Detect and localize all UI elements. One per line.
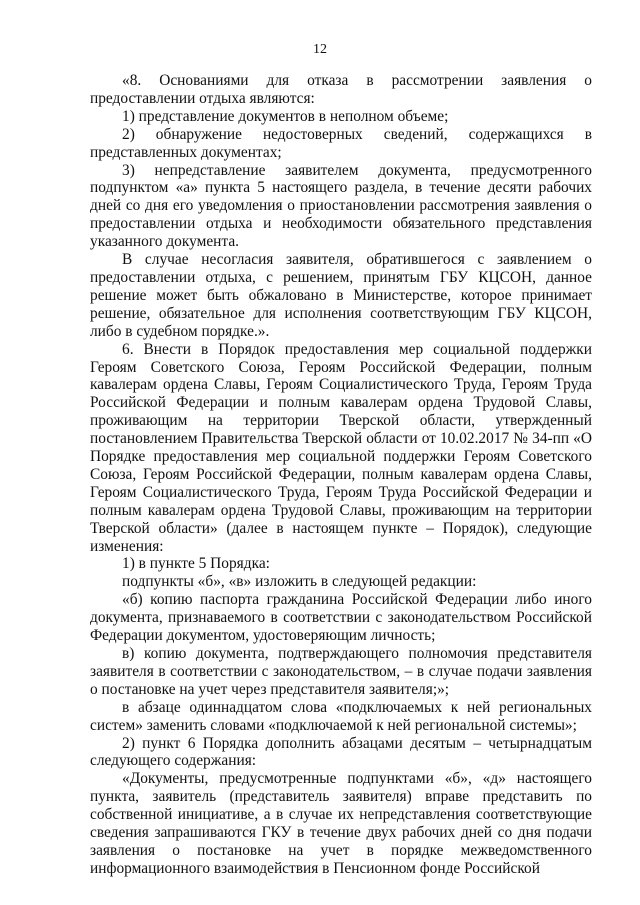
paragraph-item-3: 3) непредставление заявителем документа, предусмотренного подпунктом «а» пункта 5 настоящего раздела, в течение десяти рабочих дней со дня его уведомления о приостановлении рассмотрения заявления о предоставлении отдыха и необходимости обязательного представления указанного документа. [90,161,592,251]
paragraph-item-1: 1) представление документов в неполном объеме; [122,107,449,125]
document-body [90,72,592,878]
paragraph-appeal: В случае несогласия заявителя, обратившегося с заявлением о предоставлении отдыха, с решением, принятым ГБУ КЦСОН, данное решение может быть обжаловано в Министерстве, которое принимает решение, обязательное для исполнения соответствующим ГБУ КЦСОН, либо в судебном порядке.». [90,251,592,340]
paragraph-item-2: 2) обнаружение недостоверных сведений, содержащихся в представленных документах; [90,125,592,161]
paragraph-eleventh-abzac: в абзаце одиннадцатом слова «подключаемых к ней региональных систем» заменить словами «подключаемой к ней региональной системы»; [90,698,592,734]
paragraph-documents: «Документы, предусмотренные подпунктами «б», «д» настоящего пункта, заявитель (представитель заявителя) вправе представить по собственной инициативе, а в случае их непредставления соответствующие сведения запрашиваются ГКУ в течение двух рабочих дней со дня подачи заявления о постановке на учет в порядке межведомственного информационного взаимодействия в Пенсионном фонде Российской [90,770,592,877]
paragraph-subitem-1: 1) в пункте 5 Порядка: [122,555,270,573]
paragraph-subpoints-edit: подпункты «б», «в» изложить в следующей редакции: [122,573,477,591]
paragraph-subpoint-b: «б) копию паспорта гражданина Российской Федерации либо иного документа, признаваемого в соответствии с законодательством Российской Федерации документом, удостоверяющим личность; [90,591,592,645]
page-number: 12 [313,42,327,57]
paragraph-subpoint-v: в) копию документа, подтверждающего полномочия представителя заявителя в соответствии с законодательством, – в случае подачи заявления о постановке на учет через представителя заявителя;»; [90,645,592,698]
paragraph-subitem-2: 2) пункт 6 Порядка дополнить абзацами десятым – четырнадцатым следующего содержания: [90,734,592,770]
paragraph-8-heading: «8. Основаниями для отказа в рассмотрении заявления о предоставлении отдыха являются: [90,72,592,107]
paragraph-6-intro: 6. Внести в Порядок предоставления мер социальной поддержки Героям Советского Союза, Героям Российской Федерации, полным кавалерам ордена Славы, Героям Социалистического Труда, Героям Труда Российской Федерации и полным кавалерам ордена Трудовой Славы, проживающим на территории Тверской области, утвержденный постановлением Правительства Тверской области от 10.02.2017 № 34-пп «О Порядке предоставления мер социальной поддержки Героям Советского Союза, Героям Российской Федерации, полным кавалерам ордена Славы, Героям Социалистического Труда, Героям Труда Российской Федерации и полным кавалерам ордена Трудовой Славы, проживающим на территории Тверской области» (далее в настоящем пункте – Порядок), следующие изменения: [90,340,592,555]
